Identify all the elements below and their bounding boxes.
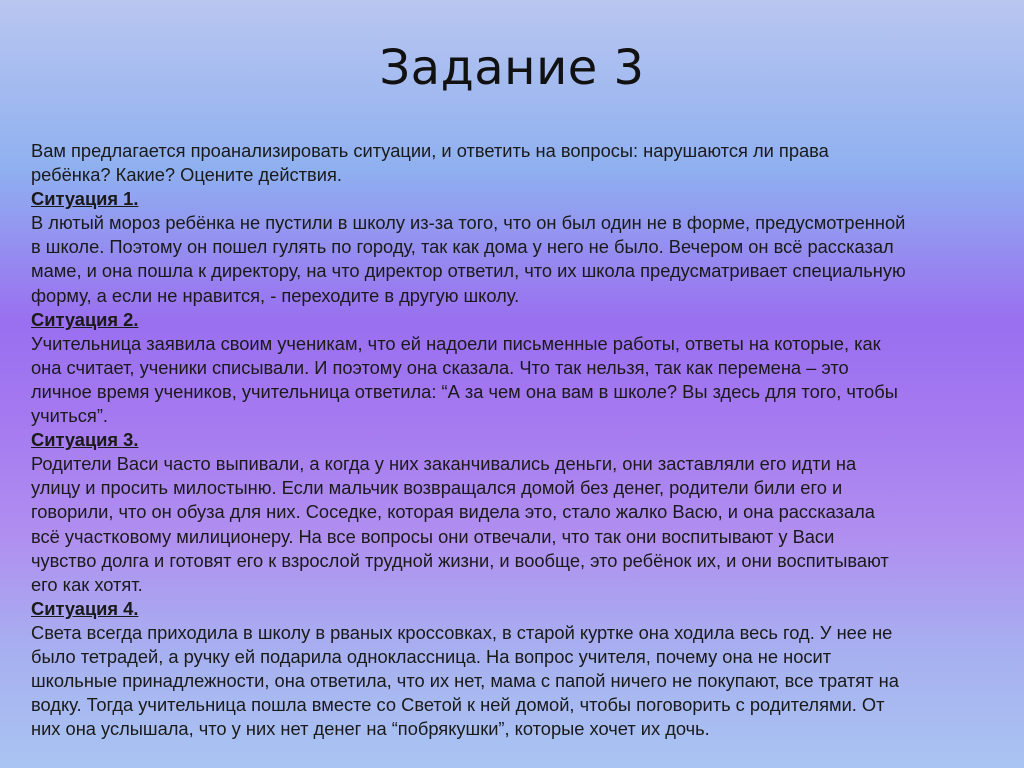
- situation-line: она считает, ученики списывали. И поэтому она сказала. Что так нельзя, так как перемена – это: [31, 356, 849, 378]
- intro-line: Вам предлагается проанализировать ситуации, и ответить на вопросы: нарушаются ли права: [31, 140, 829, 161]
- situation-2: [31, 308, 991, 428]
- situation-heading: Ситуация 1.: [31, 188, 139, 210]
- situation-line: личное время учеников, учительница ответила: “А за чем она вам в школе? Вы здесь для того, чтобы: [31, 380, 898, 402]
- situation-line: чувство долга и готовят его к взрослой трудной жизни, и вообще, это ребёнок их, и они воспитывают: [31, 549, 889, 571]
- situation-line: говорили, что он обуза для них. Соседке, которая видела это, стало жалко Васю, и она рассказала: [31, 501, 875, 523]
- situation-line: всё участковому милиционеру. На все вопросы они отвечали, что так они воспитывают у Васи: [31, 525, 835, 547]
- situation-1: [31, 187, 991, 307]
- situation-line: его как хотят.: [31, 573, 143, 595]
- situation-line: В лютый мороз ребёнка не пустили в школу из-за того, что он был один не в форме, предусмотренной: [31, 212, 906, 234]
- intro-line: ребёнка? Какие? Оцените действия.: [31, 164, 342, 186]
- situation-line: Родители Васи часто выпивали, а когда у них заканчивались деньги, они заставляли его идти на: [31, 453, 857, 475]
- situation-line: форму, а если не нравится, - переходите в другую школу.: [31, 284, 520, 306]
- situation-line: водку. Тогда учительница пошла вместе со Светой к ней домой, чтобы поговорить с родителями. От: [31, 694, 885, 716]
- situation-4: [31, 597, 991, 742]
- situation-line: Учительница заявила своим ученикам, что ей надоели письменные работы, ответы на которые, как: [31, 332, 881, 354]
- situation-heading: Ситуация 2.: [31, 308, 139, 330]
- situation-line: маме, и она пошла к директору, на что директор ответил, что их школа предусматривает специальную: [31, 260, 906, 282]
- situation-line: в школе. Поэтому он пошел гулять по городу, так как дома у него не было. Вечером он всё рассказал: [31, 236, 894, 258]
- slide-body: [31, 139, 991, 741]
- situation-line: школьные принадлежности, она ответила, что их нет, мама с папой ничего не покупают, все тратят на: [31, 670, 899, 692]
- slide-title: Задание 3: [379, 40, 645, 96]
- situation-line: них она услышала, что у них нет денег на “побрякушки”, которые хочет их дочь.: [31, 718, 710, 740]
- situation-line: учиться”.: [31, 405, 108, 427]
- situation-heading: Ситуация 3.: [31, 429, 139, 451]
- situation-line: улицу и просить милостыню. Если мальчик возвращался домой без денег, родители били его и: [31, 477, 843, 499]
- situation-3: [31, 428, 991, 597]
- situation-line: было тетрадей, а ручку ей подарила одноклассница. На вопрос учителя, почему она не носит: [31, 645, 832, 667]
- intro: [31, 139, 991, 187]
- situation-line: Света всегда приходила в школу в рваных кроссовках, в старой куртке она ходила весь год. У нее не: [31, 621, 893, 643]
- situation-heading: Ситуация 4.: [31, 597, 139, 619]
